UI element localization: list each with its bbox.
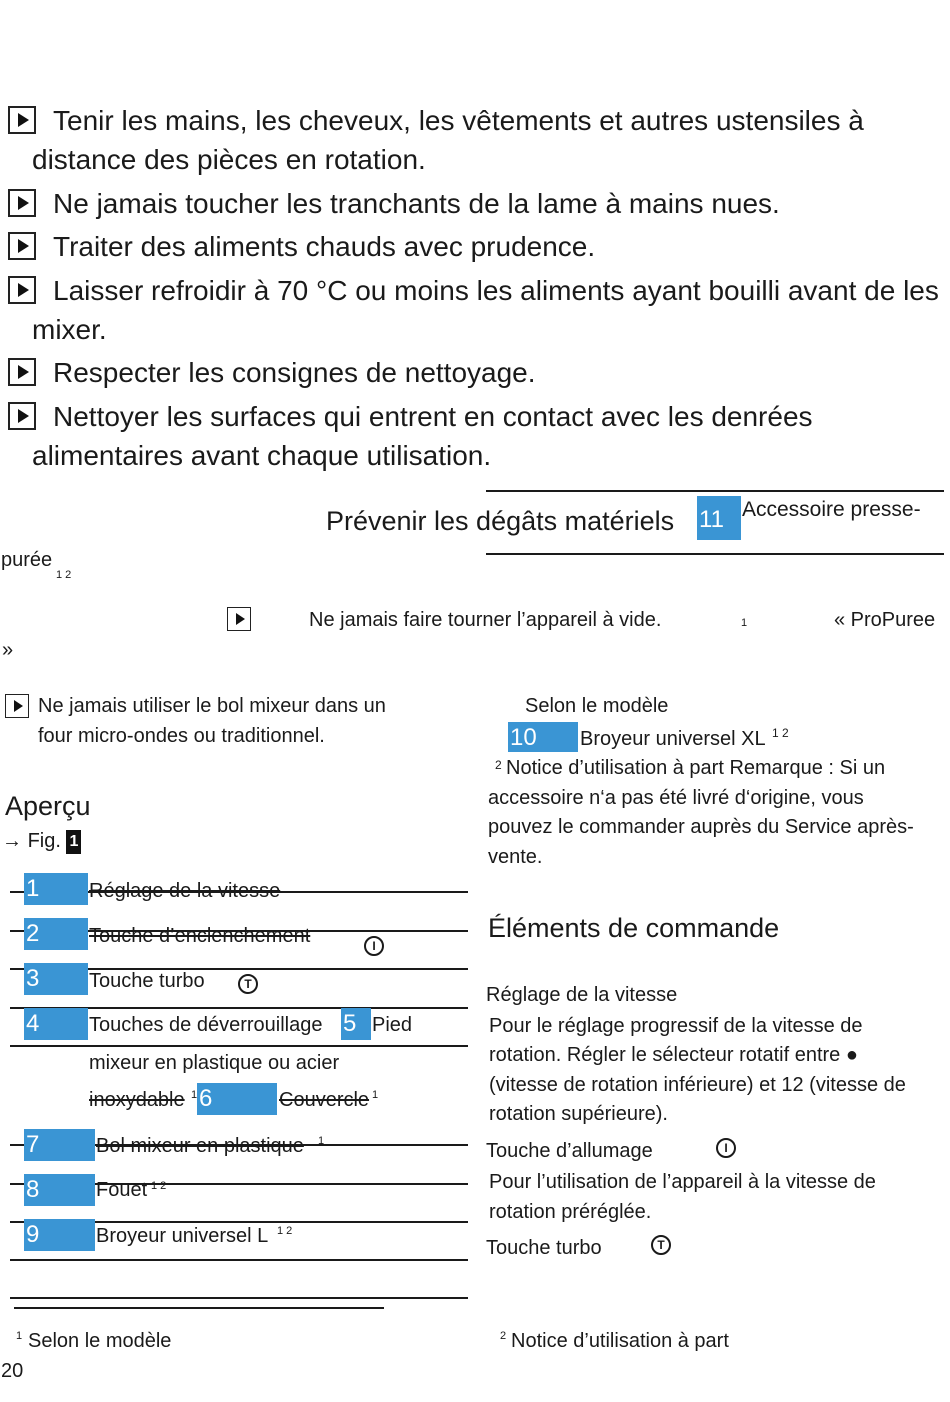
footnote-2: Notice d’utilisation à part <box>511 1330 729 1352</box>
damage-bullet-1: Ne jamais faire tourner l’appareil à vide. <box>309 609 662 631</box>
safety-item-6: Nettoyer les surfaces qui entrent en contact avec les denrées <box>53 401 813 432</box>
item-6-sup: 1 <box>372 1089 379 1101</box>
item-9-sup: 1 2 <box>277 1225 293 1237</box>
item-5-sup: 1 <box>191 1089 198 1101</box>
item-number-11: 11 <box>697 496 741 540</box>
item-5-label-cont2: inoxydable <box>89 1089 185 1111</box>
item-10-label: Broyeur universel XL <box>580 728 766 750</box>
power-icon: I <box>364 936 384 956</box>
turbo-icon: T <box>238 974 258 994</box>
selon-modele: Selon le modèle <box>525 695 669 717</box>
divider <box>486 553 944 555</box>
safety-item-5: Respecter les consignes de nettoyage. <box>53 357 536 388</box>
safety-item-1: Tenir les mains, les cheveux, les vêtements et autres ustensiles à <box>53 105 864 136</box>
figure-reference <box>2 828 81 854</box>
play-icon <box>8 106 36 134</box>
safety-item-4-cont: mixer. <box>32 314 107 345</box>
overview-title: Aperçu <box>5 791 91 821</box>
item-number-6: 6 <box>197 1083 277 1115</box>
footnote-2-sup: 2 <box>500 1330 507 1342</box>
play-icon <box>8 402 36 430</box>
turbo-title: Touche turbo <box>486 1237 602 1259</box>
play-icon <box>227 607 251 631</box>
item-number-4: 4 <box>24 1008 88 1040</box>
damage-title: Prévenir les dégâts matériels <box>326 506 675 536</box>
propuree-end: » <box>2 639 14 661</box>
item-number-9: 9 <box>24 1219 95 1251</box>
safety-item-2: Ne jamais toucher les tranchants de la lame à mains nues. <box>53 188 780 219</box>
item-6-label: Couvercle <box>279 1089 370 1111</box>
row-line <box>10 1259 468 1261</box>
item-11-label-cont: purée <box>1 549 53 571</box>
page-number: 20 <box>1 1360 24 1382</box>
item-2-label: Touche d’enclenchement <box>89 925 311 947</box>
safety-item-3: Traiter des aliments chauds avec prudence. <box>53 231 596 262</box>
safety-item-1-cont: distance des pièces en rotation. <box>32 144 426 175</box>
speed-text-1: Pour le réglage progressif de la vitesse de <box>489 1015 863 1037</box>
speed-text-4: rotation supérieure). <box>489 1103 668 1125</box>
figure-number-badge: 1 <box>66 830 81 854</box>
damage-bullet-2-cont: four micro-ondes ou traditionnel. <box>38 725 325 747</box>
figure-label: Fig. <box>27 830 61 852</box>
notice-sup: 2 <box>495 758 502 772</box>
divider <box>486 490 944 492</box>
notice-line-4: vente. <box>488 846 543 868</box>
controls-title: Éléments de commande <box>488 913 780 943</box>
item-5-label-cont: mixeur en plastique ou acier <box>89 1052 340 1074</box>
notice-line-2: accessoire n‘a pas été livré d‘origine, vous <box>488 787 864 809</box>
play-icon <box>8 189 36 217</box>
footnote-1-sup: 1 <box>16 1330 23 1342</box>
speed-text-3: (vitesse de rotation inférieure) et 12 (vitesse de <box>489 1074 906 1096</box>
item-9-label: Broyeur universel L <box>96 1225 269 1247</box>
on-title: Touche d’allumage <box>486 1140 653 1162</box>
on-text-2: rotation préréglée. <box>489 1201 652 1223</box>
arrow-right-icon: → <box>2 830 22 852</box>
item-8-label: Fouet <box>96 1179 148 1201</box>
item-7-sup: 1 <box>318 1135 325 1147</box>
item-number-2: 2 <box>24 918 88 950</box>
item-number-5: 5 <box>341 1008 371 1040</box>
safety-item-6-cont: alimentaires avant chaque utilisation. <box>32 440 492 471</box>
item-11-sup: 1 2 <box>56 569 72 581</box>
item-number-3: 3 <box>24 963 88 995</box>
row-line <box>10 1297 468 1299</box>
item-7-label: Bol mixeur en plastique <box>96 1135 304 1157</box>
item-3-label: Touche turbo <box>89 970 205 992</box>
item-1-label: Réglage de la vitesse <box>89 880 281 902</box>
footnote-1: Selon le modèle <box>28 1330 172 1352</box>
item-11-label: Accessoire presse- <box>742 498 921 521</box>
play-icon <box>8 276 36 304</box>
damage-bullet-1-sup: 1 <box>741 617 748 629</box>
item-number-1: 1 <box>24 873 88 905</box>
item-5-label: Pied <box>372 1014 413 1036</box>
play-icon <box>8 232 36 260</box>
propuree-label: « ProPuree <box>834 609 936 631</box>
item-8-sup: 1 2 <box>151 1180 167 1192</box>
item-number-7: 7 <box>24 1129 95 1161</box>
item-number-8: 8 <box>24 1174 95 1206</box>
safety-item-4: Laisser refroidir à 70 °C ou moins les aliments ayant bouilli avant de les <box>53 275 939 306</box>
item-number-10: 10 <box>508 722 578 752</box>
on-text-1: Pour l’utilisation de l’appareil à la vitesse de <box>489 1171 876 1193</box>
play-icon <box>8 358 36 386</box>
power-icon: I <box>716 1138 736 1158</box>
damage-bullet-2: Ne jamais utiliser le bol mixeur dans un <box>38 695 386 717</box>
notice-line-1: Notice d’utilisation à part Remarque : Si un <box>506 757 886 779</box>
notice-line-3: pouvez le commander auprès du Service après- <box>488 816 914 838</box>
play-icon <box>5 694 29 718</box>
item-10-sup: 1 2 <box>772 726 789 740</box>
turbo-icon: T <box>651 1235 671 1255</box>
speed-text-2: rotation. Régler le sélecteur rotatif entre ● <box>489 1044 858 1066</box>
item-4-label: Touches de déverrouillage <box>89 1014 323 1036</box>
footnote-rule <box>14 1307 384 1309</box>
speed-title: Réglage de la vitesse <box>486 984 678 1006</box>
row-line <box>10 1045 468 1047</box>
